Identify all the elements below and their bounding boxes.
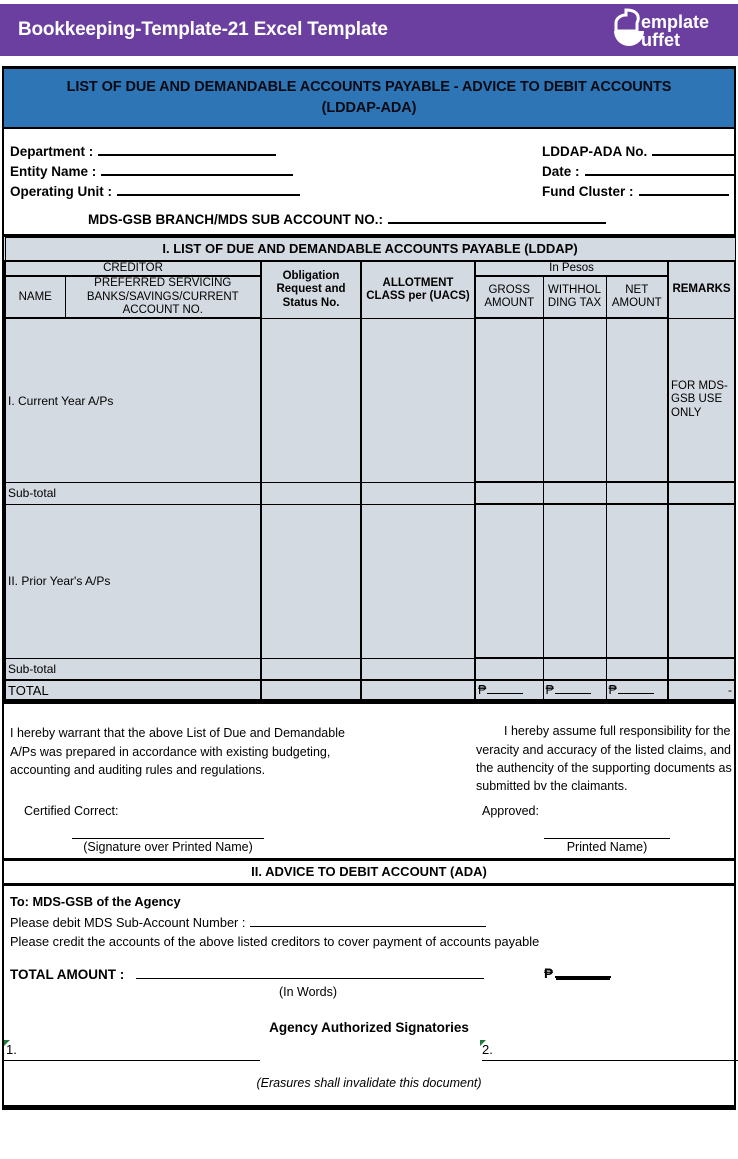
form-meta-block: [4, 129, 734, 237]
cell-remarks-subtotal-2[interactable]: [668, 658, 735, 680]
brand-header: [0, 4, 738, 56]
document-frame: [2, 66, 736, 1110]
cell-net-total[interactable]: [606, 680, 668, 700]
approved-signature-line[interactable]: [544, 838, 670, 839]
document-title-band: [4, 69, 734, 129]
ada-body: [4, 886, 734, 1014]
lddap-section-header: I. LIST OF DUE AND DEMANDABLE ACCOUNTS PAYABLE (LDDAP): [5, 238, 735, 262]
document-title: LIST OF DUE AND DEMANDABLE ACCOUNTS PAYABLE - ADVICE TO DEBIT ACCOUNTS (LDDAP-ADA): [66, 79, 672, 116]
approved-caption: Printed Name): [566, 840, 648, 855]
peso-sign-ada: ₱: [544, 966, 554, 982]
peso-sign-net: ₱: [608, 683, 617, 698]
row-label-subtotal-1: Sub-total: [5, 482, 261, 504]
table-group-header-row: [5, 261, 735, 276]
col-group-in-pesos: In Pesos: [475, 261, 668, 276]
col-withholding-tax: WITHHOL DING TAX: [543, 276, 606, 318]
department-input[interactable]: [98, 143, 276, 156]
field-mds-gsb-branch: [88, 211, 606, 227]
lddap-ada-no-input[interactable]: [652, 143, 736, 156]
warranty-statement-right: I hereby assume full responsibility for the veracity and accuracy of the listed claims, and the authencity of the supporting documents as submitted bv the claimants.: [476, 724, 732, 793]
col-allotment-class: ALLOTMENT CLASS per (UACS): [361, 261, 475, 318]
date-label: Date :: [542, 164, 580, 180]
cell-gross-prior[interactable]: [475, 504, 543, 658]
ada-total-amount-row: [10, 966, 484, 982]
department-label: Department :: [10, 144, 94, 160]
cell-gross-current[interactable]: [475, 318, 543, 482]
cell-net-prior[interactable]: [606, 504, 668, 658]
lddap-ada-no-label: LDDAP-ADA No.: [542, 144, 648, 160]
cell-remarks-subtotal-1[interactable]: [668, 482, 735, 504]
cell-net-current[interactable]: [606, 318, 668, 482]
cell-gross-subtotal-1[interactable]: [475, 482, 543, 504]
template-buffet-logo: [596, 7, 724, 53]
signatory-2-line[interactable]: [482, 1060, 738, 1061]
entity-name-input[interactable]: [101, 163, 293, 176]
signatory-2-number: 2.: [482, 1042, 493, 1058]
col-gross-amount: GROSS AMOUNT: [475, 276, 543, 318]
cell-obligation-subtotal-1[interactable]: [261, 482, 361, 504]
peso-sign-withholding: ₱: [545, 683, 554, 698]
bottom-border: [4, 1105, 734, 1108]
mds-gsb-label: MDS-GSB BRANCH/MDS SUB ACCOUNT NO.:: [88, 212, 383, 228]
cell-net-subtotal-1[interactable]: [606, 482, 668, 504]
row-label-total: TOTAL: [5, 680, 261, 700]
logo-text-uffet: uffet: [641, 30, 680, 50]
logo-text-emplate: emplate: [641, 12, 710, 32]
fund-cluster-input[interactable]: [639, 183, 729, 196]
cell-gross-total[interactable]: [475, 680, 543, 700]
cell-withholding-prior[interactable]: [543, 504, 606, 658]
ada-peso-amount[interactable]: [544, 966, 611, 981]
certified-correct-signature-line[interactable]: [72, 838, 264, 839]
col-remarks: REMARKS: [668, 261, 735, 318]
cell-net-subtotal-2[interactable]: [606, 658, 668, 680]
field-date: [542, 163, 735, 179]
lddap-table: [4, 237, 736, 701]
ada-total-amount-input[interactable]: [136, 966, 484, 979]
col-obligation-request: Obligation Request and Status No.: [261, 261, 361, 318]
date-input[interactable]: [585, 163, 735, 176]
signatory-1-line[interactable]: [4, 1060, 260, 1061]
cell-remarks-total[interactable]: -: [668, 680, 735, 700]
col-preferred-banks: PREFERRED SERVICING BANKS/SAVINGS/CURRENT ACCOUNT NO.: [65, 276, 261, 318]
signatories-title: Agency Authorized Signatories: [269, 1020, 469, 1036]
ada-debit-label: Please debit MDS Sub-Account Number :: [10, 915, 246, 931]
ada-section-header: II. ADVICE TO DEBIT ACCOUNT (ADA): [4, 861, 734, 886]
operating-unit-label: Operating Unit :: [10, 184, 112, 200]
peso-sign-gross: ₱: [478, 683, 487, 698]
cell-gross-subtotal-2[interactable]: [475, 658, 543, 680]
cell-allotment-prior[interactable]: [361, 504, 475, 658]
table-row: [5, 318, 735, 482]
cell-obligation-total[interactable]: [261, 680, 361, 700]
table-row: [5, 504, 735, 658]
approved-label: Approved:: [482, 804, 539, 819]
field-department: [10, 143, 276, 159]
mds-gsb-input[interactable]: [388, 211, 606, 224]
ada-debit-row: [10, 914, 486, 930]
page-title: Bookkeeping-Template-21 Excel Template: [18, 19, 388, 40]
cell-obligation-prior[interactable]: [261, 504, 361, 658]
field-fund-cluster: [542, 183, 729, 199]
certified-correct-caption: (Signature over Printed Name): [83, 840, 253, 855]
table-row-subtotal: [5, 482, 735, 504]
col-name: NAME: [5, 276, 65, 318]
row-label-subtotal-2: Sub-total: [5, 658, 261, 680]
fund-cluster-label: Fund Cluster :: [542, 184, 634, 200]
ada-total-amount-label: TOTAL AMOUNT :: [10, 967, 125, 983]
ada-credit-line: Please credit the accounts of the above listed creditors to cover payment of accounts payable: [10, 934, 540, 950]
ada-in-words-caption: (In Words): [278, 985, 338, 1000]
warranty-statement-left: I hereby warrant that the above List of Due and Demandable A/Ps was prepared in accordance with existing budgeting, accounting and auditing rules and regulations.: [10, 726, 345, 777]
cell-withholding-total[interactable]: [543, 680, 606, 700]
cell-remarks-note: FOR MDS-GSB USE ONLY: [668, 318, 735, 482]
cell-withholding-subtotal-2[interactable]: [543, 658, 606, 680]
cell-allotment-subtotal-1[interactable]: [361, 482, 475, 504]
cell-withholding-current[interactable]: [543, 318, 606, 482]
field-entity-name: [10, 163, 293, 179]
field-lddap-ada-no: [542, 143, 736, 159]
table-row-total: [5, 680, 735, 700]
field-operating-unit: [10, 183, 300, 199]
col-net-amount: NET AMOUNT: [606, 276, 668, 318]
row-label-current-year[interactable]: I. Current Year A/Ps: [5, 318, 261, 482]
cell-remarks-prior[interactable]: [668, 504, 735, 658]
cell-allotment-current[interactable]: [361, 318, 475, 482]
cell-allotment-total[interactable]: [361, 680, 475, 700]
ada-debit-input[interactable]: [250, 914, 486, 927]
row-label-prior-year[interactable]: II. Prior Year's A/Ps: [5, 504, 261, 658]
cell-obligation-current[interactable]: [261, 318, 361, 482]
certified-correct-label: Certified Correct:: [24, 804, 119, 819]
ada-to-line: To: MDS-GSB of the Agency: [10, 894, 181, 910]
table-row-subtotal: [5, 658, 735, 680]
cell-allotment-subtotal-2[interactable]: [361, 658, 475, 680]
table-section-header-row: [5, 238, 735, 262]
signatories-block: [4, 1014, 734, 1108]
signatory-1-number: 1.: [6, 1042, 17, 1058]
certification-block: [4, 701, 734, 861]
col-group-creditor: CREDITOR: [5, 261, 261, 276]
cell-obligation-subtotal-2[interactable]: [261, 658, 361, 680]
entity-name-label: Entity Name :: [10, 164, 97, 180]
operating-unit-input[interactable]: [117, 183, 300, 196]
erasures-footnote: (Erasures shall invalidate this document): [256, 1076, 482, 1091]
cell-withholding-subtotal-1[interactable]: [543, 482, 606, 504]
